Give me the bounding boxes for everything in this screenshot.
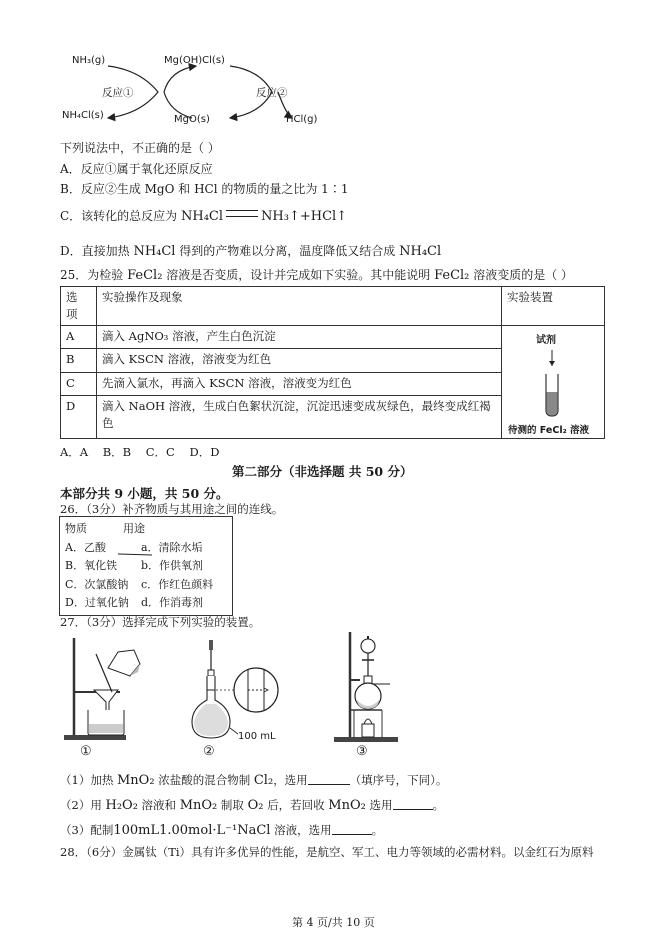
sub2-prefix: （2）用 bbox=[60, 798, 106, 812]
matching-header bbox=[65, 520, 227, 539]
substance-a: A．乙酸 bbox=[65, 540, 106, 554]
reaction-cycle-diagram bbox=[60, 52, 330, 130]
header-option bbox=[61, 287, 97, 326]
q24-option-c-prefix: C．该转化的总反应为 bbox=[60, 209, 181, 223]
species-hcl: HCl(g) bbox=[286, 114, 318, 125]
q26-stem: 26．（3分）补齐物质与其用途之间的连线。 bbox=[60, 502, 284, 516]
sub2-species-mno2-recover: MnO₂ bbox=[328, 798, 366, 813]
apparatus-label-3: ③ bbox=[356, 744, 368, 759]
sub3-prefix: （3）配制 bbox=[60, 823, 114, 837]
sub2-text-c: 后，若回收 bbox=[263, 798, 329, 812]
dropper-bulb bbox=[209, 640, 213, 650]
q24-option-d-species-1: NH₄Cl bbox=[133, 244, 176, 259]
separatory-funnel-bulb bbox=[361, 639, 375, 653]
q24-option-d-species-2: NH₄Cl bbox=[399, 244, 442, 259]
use-c: c．作红色颜料 bbox=[141, 577, 214, 591]
list-item bbox=[65, 594, 227, 613]
q24-option-c bbox=[60, 207, 347, 224]
sub1-species-cl2: Cl₂ bbox=[253, 773, 274, 788]
answer-blank[interactable] bbox=[308, 773, 350, 785]
species-mgohcl: Mg(OH)Cl(s) bbox=[164, 55, 225, 66]
eq-equals-sign bbox=[226, 210, 258, 217]
q25-stem bbox=[60, 266, 573, 283]
page-footer: 第 4 页/共 10 页 bbox=[292, 916, 375, 929]
sub1-suffix: ，选用 bbox=[273, 773, 308, 787]
header-apparatus: 实验装置 bbox=[502, 287, 605, 326]
arc-reaction1-right bbox=[164, 66, 196, 118]
use-a: a．清除水垢 bbox=[141, 540, 203, 554]
arrow-head bbox=[549, 361, 555, 366]
sub2-text-a: 溶液和 bbox=[137, 798, 180, 812]
label-reaction1: 反应① bbox=[102, 87, 134, 99]
q25-stem-mid: 溶液是否变质，设计并完成如下实验。其中能说明 bbox=[162, 268, 435, 282]
species-nh3: NH₃(g) bbox=[72, 55, 106, 66]
sub3-formula: 100mL1.00mol·L⁻¹NaCl bbox=[113, 823, 271, 838]
q25-stem-post: 溶液变质的是（ ） bbox=[469, 268, 574, 282]
species-mgo: MgO(s) bbox=[174, 114, 210, 125]
q27-stem: 27．（3分）选择完成下列实验的装置。 bbox=[60, 615, 261, 629]
sub1-prefix: （1）加热 bbox=[60, 773, 117, 787]
apparatus-2-volumetric-flask bbox=[190, 638, 300, 746]
flask-stopper bbox=[208, 670, 214, 676]
q27-sub2: （2）用 H₂O₂ 溶液和 MnO₂ 制取 O₂ 后，若回收 MnO₂ 选用 。 bbox=[60, 798, 444, 813]
q24-option-b: B．反应②生成 MgO 和 HCl 的物质的量之比为 1∶1 bbox=[60, 182, 349, 196]
sample-label: 待测的 FeCl₂ 溶液 bbox=[508, 425, 590, 436]
q25-species-1: FeCl₂ bbox=[127, 268, 163, 283]
flame bbox=[364, 719, 372, 724]
use-d: d．作消毒剂 bbox=[141, 596, 204, 609]
sub3-suffix: 溶液，选用 bbox=[270, 823, 332, 837]
answer-blank[interactable] bbox=[393, 798, 433, 810]
q26-matching-table bbox=[59, 516, 233, 616]
connection-line bbox=[118, 551, 158, 557]
q24-option-a: A．反应①属于氧化还原反应 bbox=[60, 162, 213, 176]
filtrate bbox=[89, 724, 123, 733]
eq-product-2: +HCl↑ bbox=[299, 209, 348, 224]
apparatus-1-filtration bbox=[60, 632, 150, 744]
row-b-option: B bbox=[61, 349, 97, 372]
part2-title: 第二部分（非选择题 共 50 分） bbox=[232, 464, 413, 479]
q24-stem: 下列说法中，不正确的是（ ） bbox=[60, 141, 220, 155]
flask-volume-label: 100 mL bbox=[238, 731, 276, 742]
part2-subtitle: 本部分共 9 小题，共 50 分。 bbox=[60, 486, 229, 501]
substance-b: B．氧化铁 bbox=[65, 559, 118, 572]
solution-fill bbox=[547, 392, 558, 415]
header-option-text: 选项 bbox=[66, 290, 81, 321]
table-row bbox=[61, 326, 605, 349]
row-a-text: 滴入 AgNO₃ 溶液，产生白色沉淀 bbox=[97, 326, 502, 349]
apparatus-label-2: ② bbox=[203, 744, 215, 759]
apparatus-cell bbox=[502, 326, 605, 439]
q25-species-2: FeCl₂ bbox=[434, 268, 470, 283]
substance-d: D．过氧化钠 bbox=[65, 596, 129, 609]
row-d-option: D bbox=[61, 396, 97, 439]
use-b: b．作供氧剂 bbox=[141, 559, 204, 572]
q27-sub1 bbox=[60, 772, 447, 788]
eq-reactant: NH₄Cl bbox=[181, 209, 224, 224]
sub1-hint: （填序号，下同）。 bbox=[349, 773, 448, 787]
eq-product-1: NH₃↑ bbox=[261, 209, 300, 224]
sub2-species-h2o2: H₂O₂ bbox=[105, 798, 138, 813]
header-substance: 物质 bbox=[65, 522, 87, 535]
species-nh4cl: NH₄Cl(s) bbox=[62, 110, 104, 121]
matching-cell bbox=[60, 517, 233, 616]
sub1-species-mno2: MnO₂ bbox=[116, 773, 155, 788]
sub1-middle: 浓盐酸的混合物制 bbox=[154, 773, 254, 787]
row-b-text: 滴入 KSCN 溶液，溶液变为红色 bbox=[97, 349, 502, 372]
label-leader bbox=[230, 728, 238, 734]
substance-c: C．次氯酸钠 bbox=[65, 577, 129, 591]
row-c-option: C bbox=[61, 372, 97, 395]
q27-sub3: （3）配制100mL1.00mol·L⁻¹NaCl 溶液，选用 。 bbox=[60, 823, 384, 838]
q24-option-d-middle: 得到的产物难以分离，温度降低又结合成 bbox=[175, 244, 400, 258]
list-item bbox=[65, 576, 227, 595]
table-header-row bbox=[61, 287, 605, 326]
q24-option-d bbox=[60, 242, 441, 259]
header-use: 用途 bbox=[123, 522, 145, 535]
row-a-option: A bbox=[61, 326, 97, 349]
test-tube-drawing bbox=[532, 348, 572, 418]
stand-base bbox=[64, 735, 126, 740]
glass-rod bbox=[96, 654, 112, 692]
q25-answer-choices: A．A B．B C．C D．D bbox=[60, 445, 220, 459]
header-operation: 实验操作及现象 bbox=[97, 287, 502, 326]
matching-table-row bbox=[60, 517, 233, 616]
alcohol-lamp bbox=[362, 724, 374, 737]
label-reaction2: 反应② bbox=[256, 87, 288, 99]
q28-stem: 28．（6分）金属钛（Ti）具有许多优异的性能，是航空、军工、电力等领域的必需材料。以金红石为原料 bbox=[60, 845, 594, 859]
apparatus-3-gas-generator bbox=[330, 628, 410, 746]
row-c-text: 先滴入氯水，再滴入 KSCN 溶液，溶液变为红色 bbox=[97, 372, 502, 395]
q25-experiment-table bbox=[60, 286, 605, 439]
sub2-text-b: 制取 bbox=[217, 798, 248, 812]
answer-blank[interactable] bbox=[332, 823, 372, 835]
sub2-species-mno2: MnO₂ bbox=[179, 798, 218, 813]
q24-option-d-prefix: D．直接加热 bbox=[60, 244, 134, 258]
sub2-suffix: 选用 bbox=[365, 798, 393, 812]
apparatus-label-1: ① bbox=[80, 744, 92, 759]
q25-stem-pre: 25．为检验 bbox=[60, 268, 128, 282]
stand-base bbox=[334, 737, 398, 742]
sub2-species-o2: O₂ bbox=[247, 798, 264, 813]
list-item bbox=[65, 557, 227, 576]
row-d-text: 滴入 NaOH 溶液，生成白色絮状沉淀，沉淀迅速变成灰绿色，最终变成红褐色 bbox=[97, 396, 502, 439]
reagent-label: 试剂 bbox=[536, 335, 556, 346]
